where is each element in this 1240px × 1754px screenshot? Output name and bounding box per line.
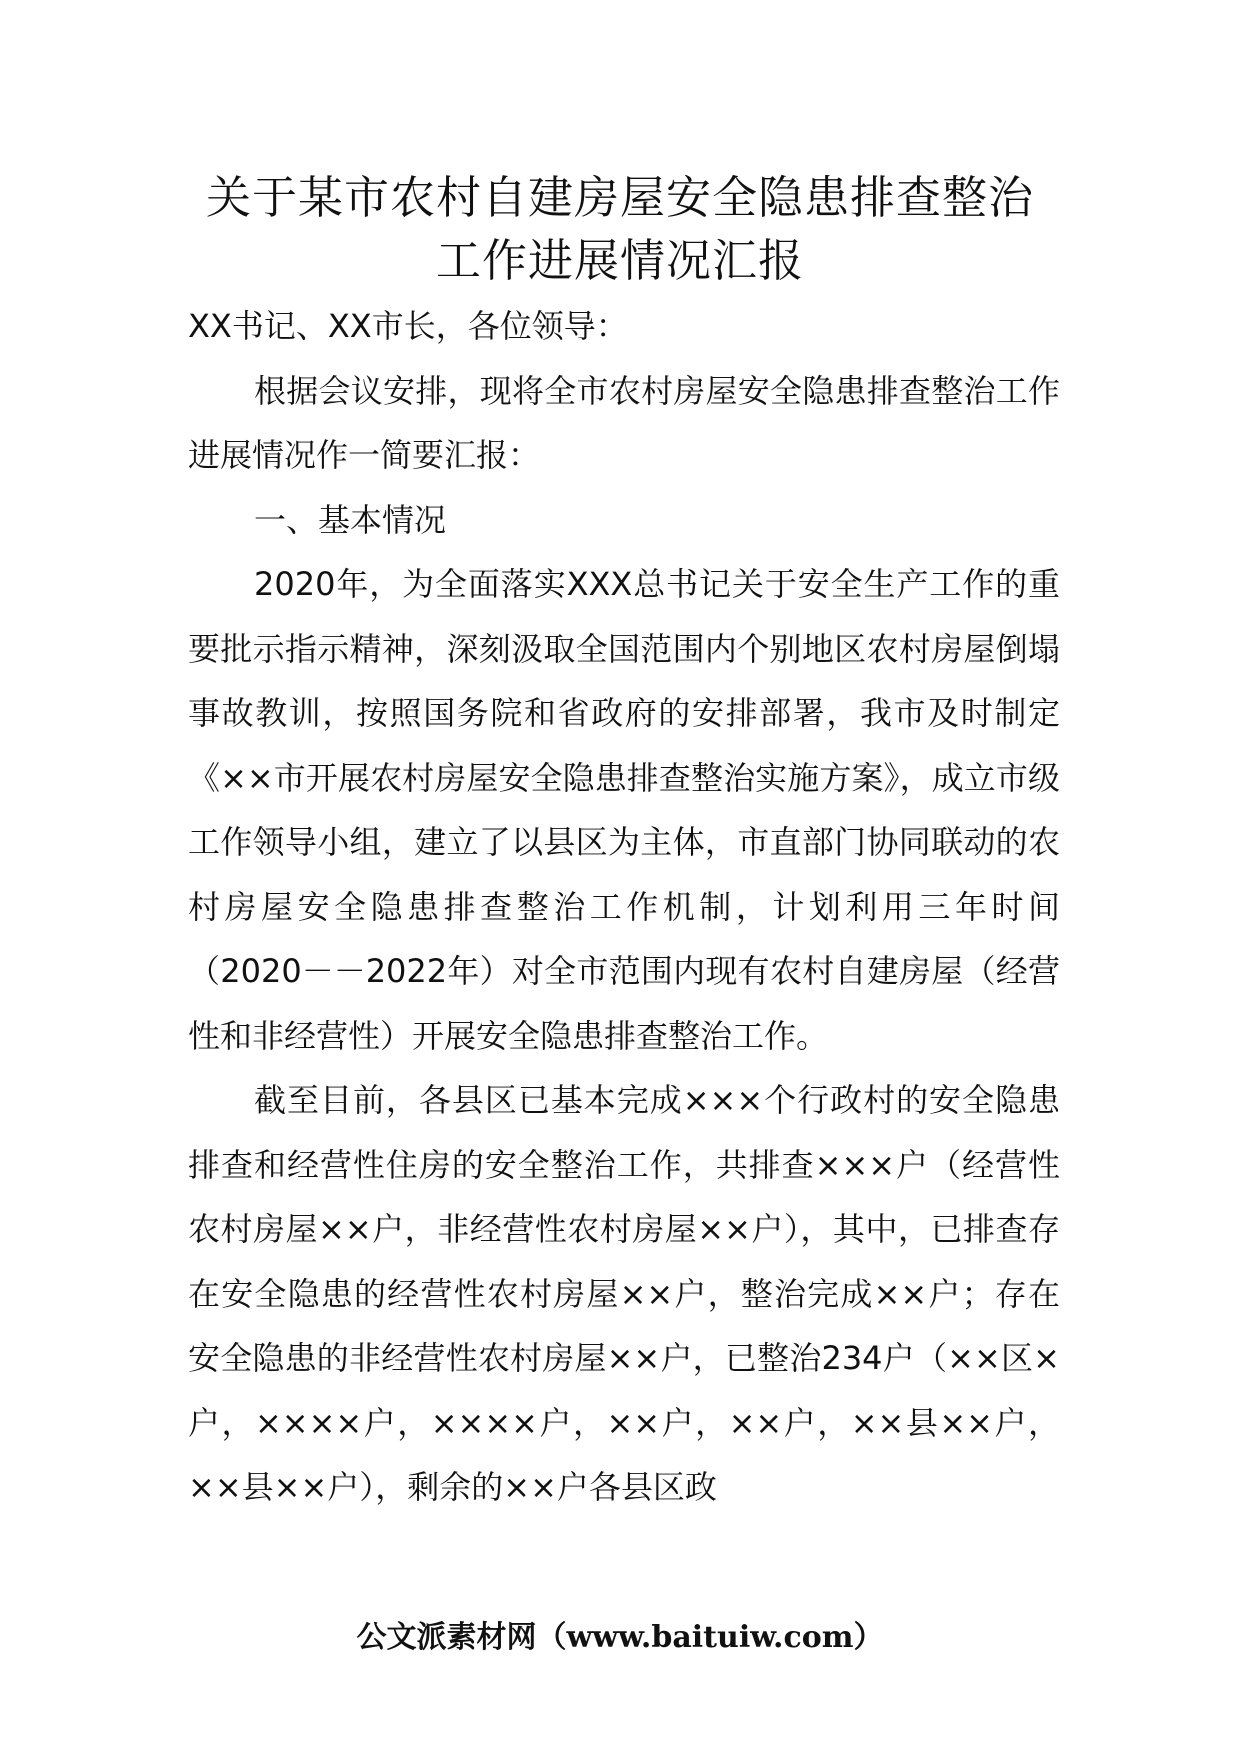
- document-body: [188, 294, 1060, 1520]
- body-paragraph: 2020年，为全面落实XXX总书记关于安全生产工作的重要批示指示精神，深刻汲取全国范围内个别地区农村房屋倒塌事故教训，按照国务院和省政府的安排部署，我市及时制定《××市开展农村房屋安全隐患排查整治实施方案》，成立市级工作领导小组，建立了以县区为主体，市直部门协同联动的农村房屋安全隐患排查整治工作机制，计划利用三年时间（2020－－2022年）对全市范围内现有农村自建房屋（经营性和非经营性）开展安全隐患排查整治工作。: [188, 565, 1060, 1055]
- salutation: XX书记、XX市长，各位领导：: [188, 307, 628, 345]
- section-heading: 一、基本情况: [254, 500, 447, 539]
- footer-watermark: 公文派素材网（www.baituiw.com）: [356, 1620, 884, 1655]
- intro-paragraph: 根据会议安排，现将全市农村房屋安全隐患排查整治工作进展情况作一简要汇报：: [188, 371, 1060, 474]
- document-title: [150, 166, 1090, 292]
- title-line-1: 关于某市农村自建房屋安全隐患排查整治: [205, 171, 1034, 224]
- body-paragraph: 截至目前，各县区已基本完成×××个行政村的安全隐患排查和经营性住房的安全整治工作，共排查×××户（经营性农村房屋××户，非经营性农村房屋××户），其中，已排查存在安全隐患的经营性农村房屋××户，整治完成××户；存在安全隐患的非经营性农村房屋××户，已整治234户（××区×户，××××户，××××户，××户，××户，××县××户，××县××户），剩余的××户各县区政: [188, 1081, 1060, 1506]
- title-line-2: 工作进展情况汇报: [435, 234, 804, 287]
